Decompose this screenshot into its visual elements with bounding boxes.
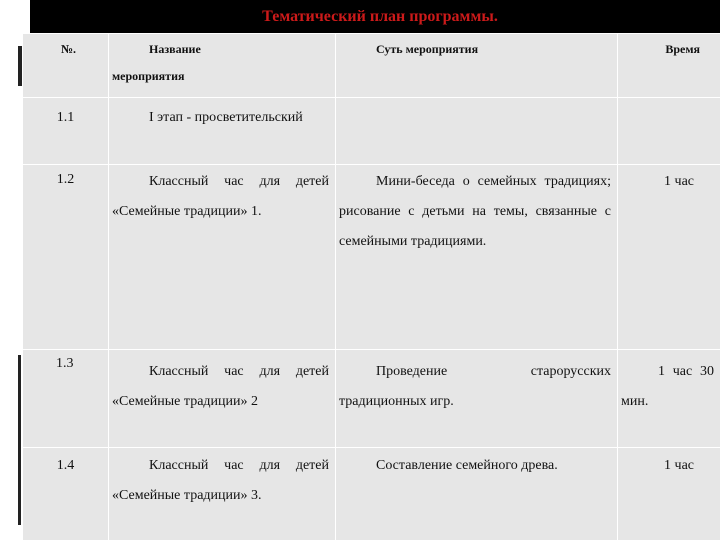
- row-name: I этап - просветительский: [109, 98, 335, 126]
- row-number: 1.2: [23, 165, 108, 188]
- cell-time: [618, 448, 720, 541]
- cell-essence: [336, 448, 618, 541]
- row-number: 1.1: [23, 98, 108, 126]
- cell-name: [109, 350, 336, 448]
- header-essence-label: Суть мероприятия: [336, 34, 617, 57]
- header-number-label: №.: [23, 34, 108, 57]
- cell-essence: [336, 165, 618, 350]
- row-essence: Мини-беседа о семейных традициях; рисование с детьми на темы, связанные с семейными традициями.: [336, 165, 617, 257]
- row-name: Классный час для детей «Семейные традиции» 3.: [109, 448, 335, 511]
- cell-name: [109, 448, 336, 541]
- row-essence: Составление семейного древа.: [336, 448, 617, 481]
- table-row: [23, 98, 720, 165]
- row-essence: Проведение старорусских традиционных игр.: [336, 350, 617, 417]
- header-time-label: Время: [618, 34, 720, 57]
- page-title: Тематический план программы.: [30, 8, 720, 26]
- left-decoration-bar: [18, 355, 21, 525]
- cell-number: [23, 98, 109, 165]
- cell-name: [109, 165, 336, 350]
- cell-time: [618, 98, 720, 165]
- cell-time: [618, 350, 720, 448]
- header-essence: [336, 34, 618, 98]
- cell-essence: [336, 350, 618, 448]
- cell-time: [618, 165, 720, 350]
- cell-number: [23, 448, 109, 541]
- header-number: [23, 34, 109, 98]
- row-number: 1.3: [23, 350, 108, 372]
- cell-number: [23, 350, 109, 448]
- row-time: 1 час: [618, 165, 720, 190]
- table-row: [23, 448, 720, 541]
- program-plan-table: [22, 33, 720, 541]
- row-name: Классный час для детей «Семейные традиции» 1.: [109, 165, 335, 227]
- title-bar: [30, 0, 720, 33]
- row-time: 1 час: [618, 448, 720, 474]
- table-header-row: [23, 34, 720, 98]
- cell-name: [109, 98, 336, 165]
- cell-number: [23, 165, 109, 350]
- header-name: [109, 34, 336, 98]
- table-row: [23, 350, 720, 448]
- header-name-line2: мероприятия: [109, 57, 335, 84]
- cell-essence: [336, 98, 618, 165]
- header-time: [618, 34, 720, 98]
- row-time: 1 час 30 мин.: [618, 350, 720, 417]
- header-name-line1: Название: [109, 34, 335, 57]
- table-row: [23, 165, 720, 350]
- row-name: Классный час для детей «Семейные традиции» 2: [109, 350, 335, 417]
- row-number: 1.4: [23, 448, 108, 474]
